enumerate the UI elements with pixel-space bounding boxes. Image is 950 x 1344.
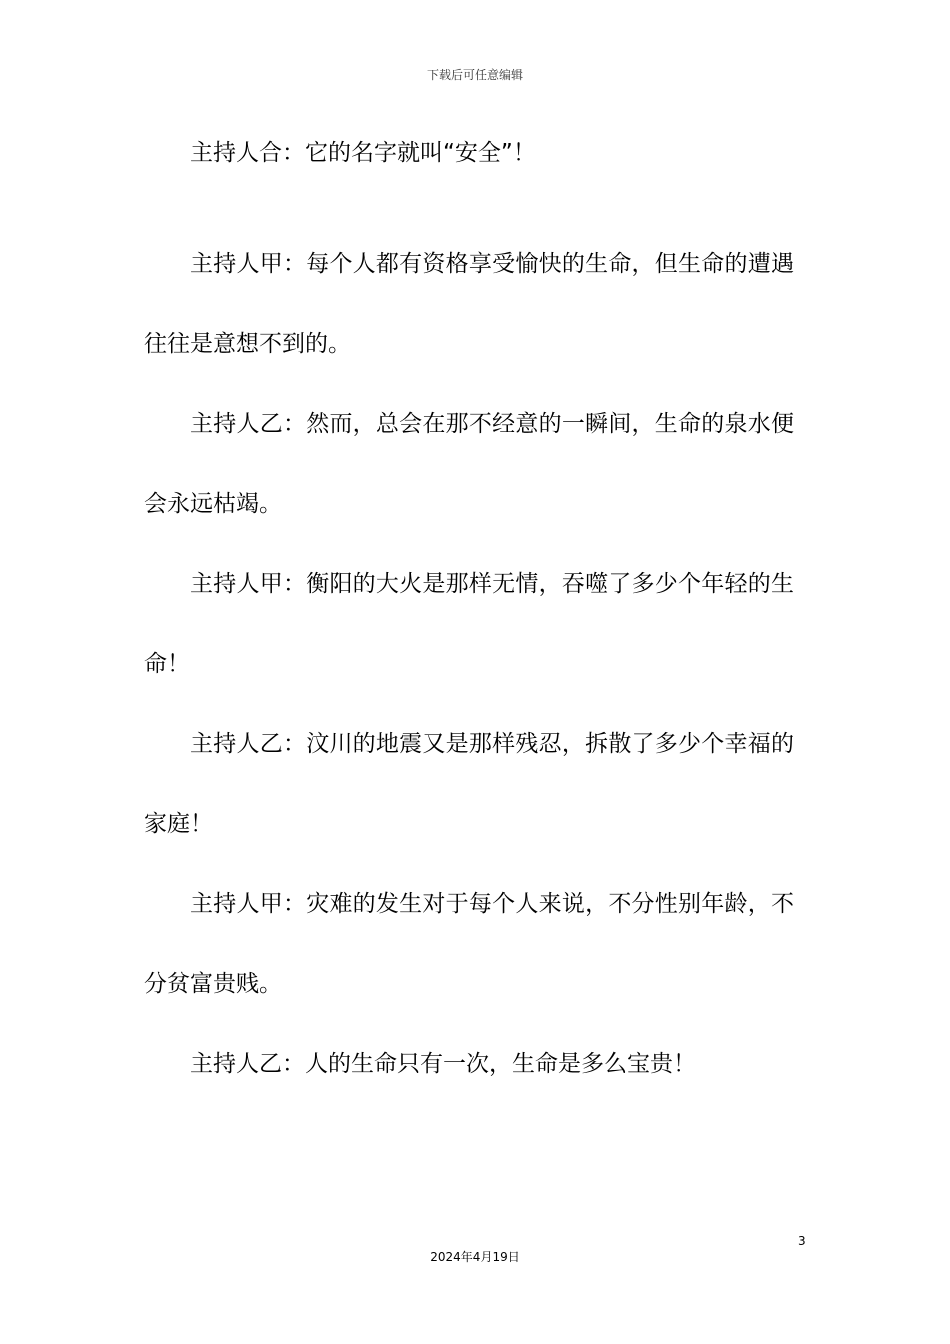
paragraph-5: 主持人乙：汶川的地震又是那样残忍，拆散了多少个幸福的家庭！ [144,731,794,837]
page-number: 3 [798,1234,806,1248]
footer-date: 2024年4月19日 [430,1250,520,1264]
paragraph-4: 主持人甲：衡阳的大火是那样无情，吞噬了多少个年轻的生命！ [144,571,794,677]
paragraph-3: 主持人乙：然而，总会在那不经意的一瞬间，生命的泉水便会永远枯竭。 [144,411,794,517]
paragraph-1: 主持人合：它的名字就叫“安全”！ [190,140,536,166]
document-body [144,138,794,1104]
page-header: 下载后可任意编辑 [426,68,523,82]
paragraph-2: 主持人甲：每个人都有资格享受愉快的生命，但生命的遭遇往往是意想不到的。 [144,251,794,357]
paragraph-7: 主持人乙：人的生命只有一次，生命是多么宝贵！ [190,1051,696,1077]
paragraph-6: 主持人甲：灾难的发生对于每个人来说，不分性别年龄，不分贫富贵贱。 [144,891,794,997]
